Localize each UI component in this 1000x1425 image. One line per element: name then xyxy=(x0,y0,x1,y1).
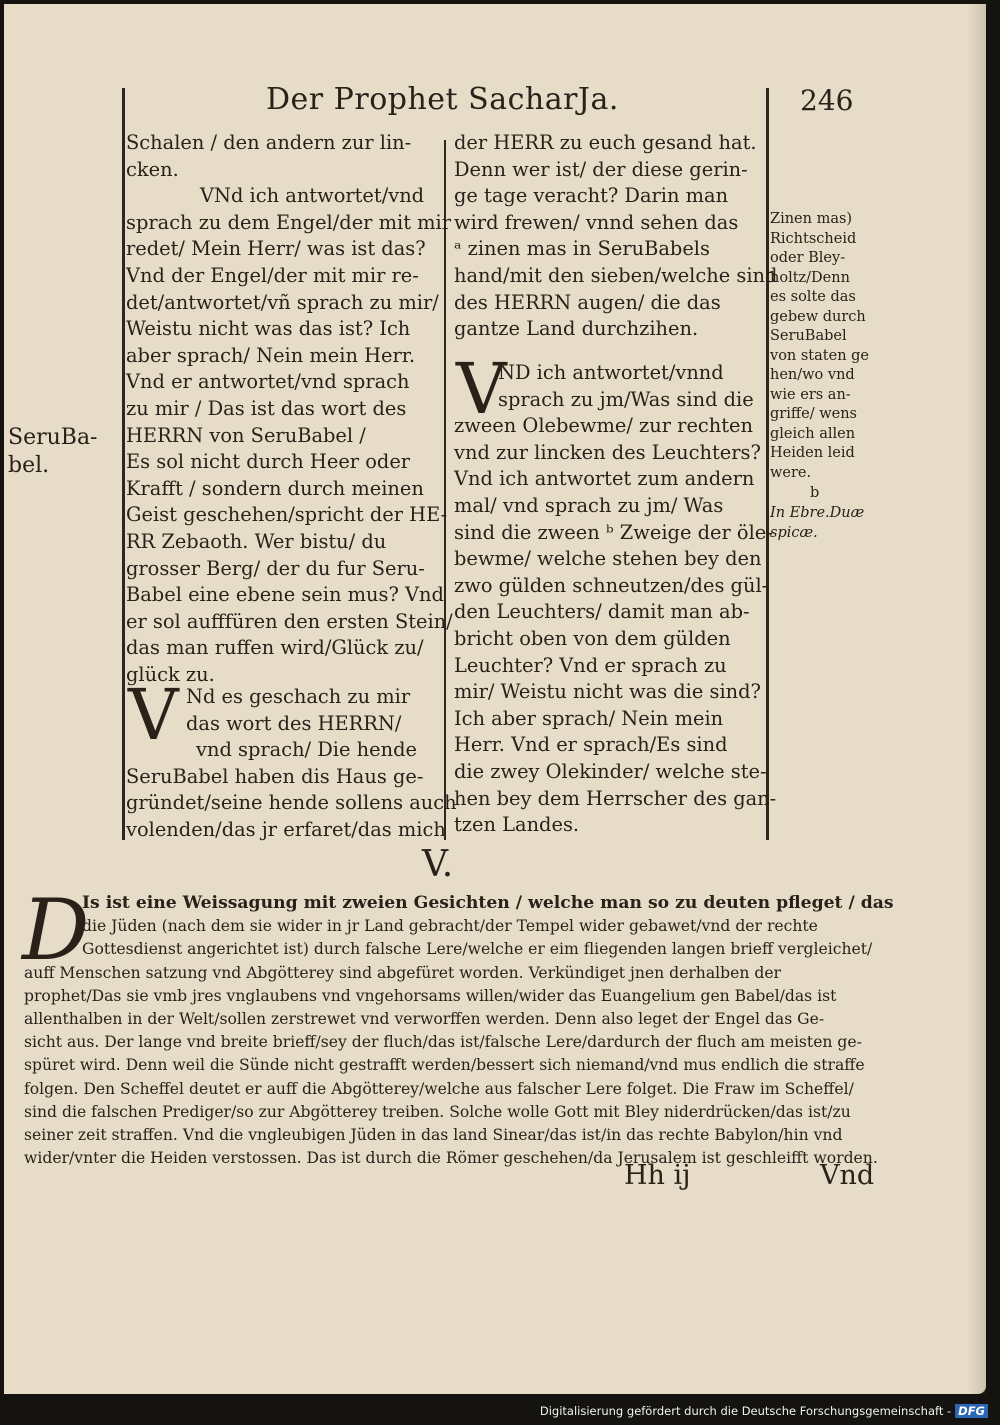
text-line: Schalen / den andern zur lin- xyxy=(126,131,412,154)
text-line: zwo gülden schneutzen/des gül- xyxy=(454,573,769,597)
summary-line: Is ist eine Weissagung mit zweien Gesichten / welche man so zu deuten pfleget / das xyxy=(82,893,894,913)
summary-line: allenthalben in der Welt/sollen zerstrewet vnd verworffen werden. Denn also leget der Engel das Ge- xyxy=(24,1009,825,1028)
text-line: des HERRN augen/ die das xyxy=(454,290,721,314)
text-line: die zwey Olekinder/ welche ste- xyxy=(454,759,767,783)
chapter-heading: V. xyxy=(422,844,454,885)
summary-line: sind die falschen Prediger/so zur Abgötterey treiben. Solche wolle Gott mit Bley niderdrücken/das ist/zu xyxy=(24,1102,851,1121)
text-line: Geist geschehen/spricht der HE- xyxy=(126,503,448,527)
summary-line: folgen. Den Scheffel deutet er auff die Abgötterey/welche aus falscher Lere folget. Die Fraw im Scheffel/ xyxy=(24,1079,854,1098)
drop-cap: V xyxy=(456,348,507,430)
text-line: bricht oben von dem gülden xyxy=(454,626,731,650)
footer-text: Digitalisierung gefördert durch die Deutsche Forschungsgemeinschaft - xyxy=(539,1404,952,1418)
note-line: Richtscheid xyxy=(770,230,857,247)
text-line: mir/ Weistu nicht was die sind? xyxy=(454,680,761,704)
note-line: gebew durch xyxy=(770,308,866,325)
text-line: hand/mit den sieben/welche sind xyxy=(454,263,778,287)
note-line: bel. xyxy=(8,453,50,478)
text-line: Vnd der Engel/der mit mir re- xyxy=(126,263,419,287)
text-line: der HERR zu euch gesand hat. xyxy=(454,131,757,154)
note-line: spicæ. xyxy=(770,524,818,541)
drop-cap: V xyxy=(128,674,179,756)
right-column xyxy=(454,130,777,343)
right-column-paragraph xyxy=(454,360,776,839)
summary-line: Gottesdienst angerichtet ist) durch falsche Lere/welche er eim fliegenden langen brieff vergleichet/ xyxy=(82,940,873,959)
text-line: Krafft / sondern durch meinen xyxy=(126,476,424,500)
summary-line: spüret wird. Denn weil die Sünde nicht gestrafft werden/bessert sich niemand/vnd mus endlich die straffe xyxy=(24,1056,865,1075)
text-line: sind die zween ᵇ Zweige der öle- xyxy=(454,520,773,544)
left-column xyxy=(126,130,453,688)
text-line: ND ich antwortet/vnnd xyxy=(498,361,724,384)
margin-note-b-marker: b xyxy=(810,485,820,501)
text-line: grosser Berg/ der du fur Seru- xyxy=(126,556,425,580)
summary-line: prophet/Das sie vmb jres vnglaubens vnd vngehorsams willen/wider das Euangelium gen Babel/das ist xyxy=(24,986,837,1005)
text-line: mal/ vnd sprach zu jm/ Was xyxy=(454,493,724,517)
text-line: Nd es geschach zu mir xyxy=(186,685,411,708)
text-line: det/antwortet/vñ sprach zu mir/ xyxy=(126,290,439,314)
text-line: aber sprach/ Nein mein Herr. xyxy=(126,343,416,367)
text-line: Herr. Vnd er sprach/Es sind xyxy=(454,733,728,757)
note-line: es solte das xyxy=(770,289,856,305)
text-line: Vnd er antwortet/vnd sprach xyxy=(126,370,410,394)
summary-line: wider/vnter die Heiden verstossen. Das ist durch die Römer geschehen/da Jerusalem ist geschleifft worden. xyxy=(24,1149,878,1168)
note-line: Zinen mas) xyxy=(770,211,853,227)
text-line: er sol aufffüren den ersten Stein/ xyxy=(126,609,453,633)
text-line: ᵃ zinen mas in SeruBabels xyxy=(454,237,710,261)
text-line: VNd ich antwortet/vnd xyxy=(200,184,425,208)
margin-note-b xyxy=(770,504,864,543)
side-note xyxy=(8,424,98,480)
catchword: Vnd xyxy=(820,1160,875,1191)
text-line: sprach zu jm/Was sind die xyxy=(498,387,754,411)
text-line: Ich aber sprach/ Nein mein xyxy=(454,706,724,730)
note-line: wie ers an- xyxy=(770,386,851,403)
chapter-summary xyxy=(24,892,894,1170)
page-number: 246 xyxy=(800,84,854,117)
text-line: das man ruffen wird/Glück zu/ xyxy=(126,636,424,660)
book-page xyxy=(4,4,986,1394)
note-line: SeruBa- xyxy=(8,425,98,450)
text-line: tzen Landes. xyxy=(454,813,580,837)
text-line: RR Zebaoth. Wer bistu/ du xyxy=(126,529,387,553)
margin-note-a xyxy=(770,210,869,483)
text-line: gantze Land durchzihen. xyxy=(454,317,699,341)
summary-line: auff Menschen satzung vnd Abgötterey sind abgefüret worden. Verkündiget jnen derhalben der xyxy=(24,963,782,982)
summary-line: seiner zeit straffen. Vnd die vngleubigen Jüden in das land Sinear/das ist/in das rechte Babylon/hin vnd xyxy=(24,1125,843,1144)
running-head: Der Prophet SacharJa. xyxy=(266,82,619,117)
text-line: ge tage veracht? Darin man xyxy=(454,184,729,208)
text-line: SeruBabel haben dis Haus ge- xyxy=(126,764,424,788)
text-line: gründet/seine hende sollens auch xyxy=(126,791,457,815)
dfg-logo: DFG xyxy=(955,1404,988,1418)
summary-line: sicht aus. Der lange vnd breite brieff/sey der fluch/das ist/falsche Lere/dardurch der fluch am meisten ge- xyxy=(24,1033,862,1052)
text-line: zween Olebewme/ zur rechten xyxy=(454,414,754,438)
note-line: holtz/Denn xyxy=(770,269,850,286)
text-line: bewme/ welche stehen bey den xyxy=(454,547,762,571)
left-rule xyxy=(122,88,125,840)
text-line: glück zu. xyxy=(126,662,215,686)
note-line: SeruBabel xyxy=(770,328,847,344)
text-line: zu mir / Das ist das wort des xyxy=(126,396,407,420)
note-line: griffe/ wens xyxy=(770,406,857,422)
text-line: vnd sprach/ Die hende xyxy=(196,738,417,762)
funding-footer xyxy=(540,1404,988,1418)
text-line: Es sol nicht durch Heer oder xyxy=(126,450,411,474)
text-line: Babel eine ebene sein mus? Vnd xyxy=(126,583,444,607)
text-line: Vnd ich antwortet zum andern xyxy=(454,467,755,491)
left-column-paragraph xyxy=(126,684,457,844)
note-line: gleich allen xyxy=(770,425,856,442)
text-line: den Leuchters/ damit man ab- xyxy=(454,600,750,624)
text-line: hen bey dem Herrscher des gan- xyxy=(454,786,777,810)
note-line: oder Bley- xyxy=(770,250,846,266)
text-line: volenden/das jr erfaret/das mich xyxy=(126,817,446,841)
text-line: Leuchter? Vnd er sprach zu xyxy=(454,653,727,677)
text-line: Denn wer ist/ der diese gerin- xyxy=(454,157,748,181)
summary-initial: D xyxy=(22,881,90,979)
signature-mark: Hh ij xyxy=(624,1160,691,1191)
note-line: von staten ge xyxy=(770,347,870,364)
summary-line: die Jüden (nach dem sie wider in jr Land gebracht/der Tempel wider gebawet/vnd der rechte xyxy=(82,917,818,936)
text-line: cken. xyxy=(126,157,179,181)
text-line: Weistu nicht was das ist? Ich xyxy=(126,317,411,341)
text-line: HERRN von SeruBabel / xyxy=(126,423,366,447)
note-line: In Ebre.Duæ xyxy=(770,505,865,521)
text-line: redet/ Mein Herr/ was ist das? xyxy=(126,237,426,261)
note-line: hen/wo vnd xyxy=(770,367,855,383)
text-line: wird frewen/ vnnd sehen das xyxy=(454,210,739,234)
text-line: sprach zu dem Engel/der mit mir xyxy=(126,210,452,234)
text-line: das wort des HERRN/ xyxy=(186,711,402,735)
note-line: were. xyxy=(770,464,812,481)
note-line: Heiden leid xyxy=(770,445,855,461)
text-line: vnd zur lincken des Leuchters? xyxy=(454,440,761,464)
